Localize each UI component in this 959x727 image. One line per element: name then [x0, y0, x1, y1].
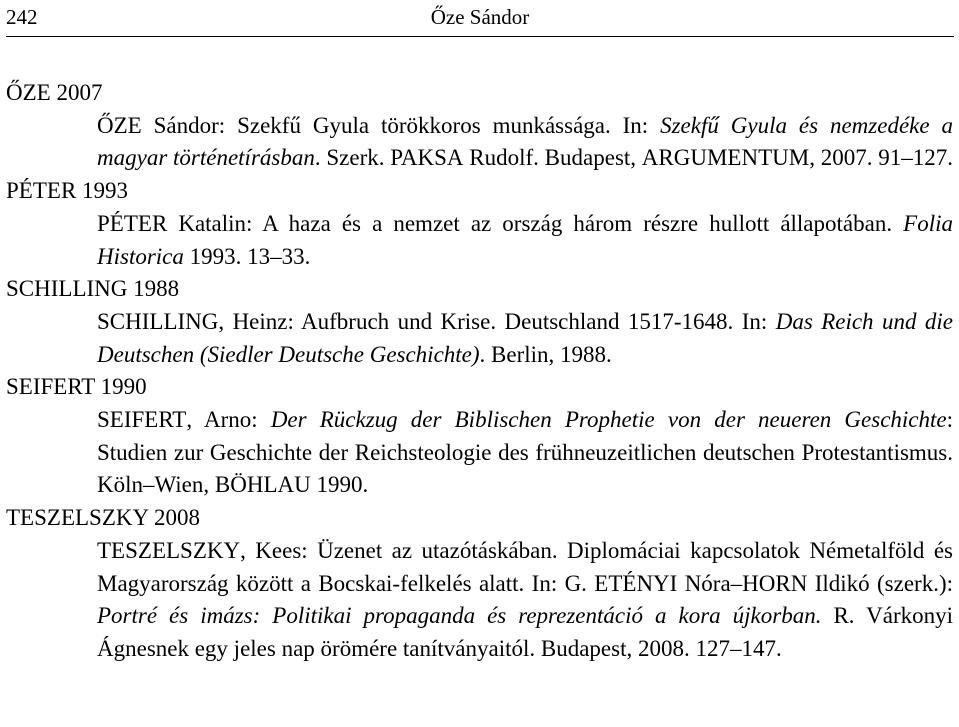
italic-title: Folia Historica — [97, 210, 953, 269]
reference-text: Nóra– — [677, 570, 743, 596]
author-name: ŐZE — [97, 112, 142, 138]
reference-text: , Heinz: Aufbruch und Krise. Deutschland 1517-1648. In: — [218, 308, 776, 334]
running-title: Őze Sándor — [430, 5, 530, 29]
reference-key: PÉTER 1993 — [6, 178, 129, 204]
reference-text: , Arno: — [186, 407, 271, 433]
reference-entry — [6, 371, 953, 502]
author-name: SEIFERT — [97, 407, 187, 433]
reference-body — [97, 110, 953, 175]
reference-text: Rudolf. Budapest, — [463, 145, 642, 171]
italic-title: Das Reich und die Deutschen (Siedler Deutsche Geschichte) — [97, 308, 954, 367]
author-name: ARGUMENTUM — [641, 145, 810, 171]
italic-title: Der Rückzug der Biblischen Prophetie von der neueren Geschichte — [270, 407, 947, 433]
reference-key: SCHILLING 1988 — [6, 276, 180, 302]
author-name: PÉTER — [97, 210, 168, 236]
reference-text: . Berlin, 1988. — [479, 341, 612, 367]
reference-entry — [6, 273, 953, 371]
reference-text: : Studien zur Geschichte der Reichsteologie des frühneuzeitlichen deutschen Protestantismus. Köln–Wien, — [97, 407, 953, 498]
reference-text: Katalin: A haza és a nemzet az ország három részre hullott állapotában. — [167, 210, 904, 236]
reference-key: TESZELSZKY 2008 — [6, 505, 200, 531]
reference-text: , 2007. 91–127. — [809, 145, 953, 171]
reference-entry — [6, 175, 953, 273]
reference-list — [6, 77, 953, 666]
reference-text: Sándor: Szekfű Gyula törökkoros munkássága. In: — [141, 112, 661, 138]
reference-key: ŐZE 2007 — [6, 80, 103, 105]
author-name: ETÉNYI — [594, 570, 678, 596]
reference-body — [97, 306, 953, 371]
italic-title: Portré és imázs: Politikai propaganda és reprezentáció a kora újkorban. — [97, 603, 822, 629]
reference-text: , Kees: Üzenet az utazótáskában. Diplomáciai kapcsolatok Németalföld és Magyarország között a Bocskai-felkelés alatt. In: G. — [97, 537, 953, 596]
reference-body — [97, 535, 953, 666]
reference-body — [97, 208, 953, 273]
reference-entry — [6, 77, 953, 175]
header-rule — [6, 36, 954, 37]
author-name: SCHILLING — [97, 308, 219, 334]
page-number: 242 — [6, 5, 38, 29]
reference-key: SEIFERT 1990 — [6, 374, 147, 400]
author-name: PAKSA — [390, 145, 464, 171]
italic-title: Szekfű Gyula és nemzedéke a magyar történetírásban — [97, 112, 953, 171]
page-header — [6, 4, 954, 34]
reference-text: 1993. 13–33. — [183, 243, 311, 269]
reference-text: 1990. — [310, 472, 369, 498]
reference-text: R. Várkonyi Ágnesnek egy jeles nap örömére tanítványaitól. Budapest, 2008. 127–147. — [97, 603, 953, 661]
reference-text: Ildikó (szerk.): — [807, 570, 953, 596]
author-name: BÖHLAU — [214, 472, 311, 498]
author-name: TESZELSZKY — [97, 537, 241, 563]
reference-text: . Szerk. — [314, 145, 391, 171]
author-name: HORN — [742, 570, 808, 596]
reference-entry — [6, 502, 953, 666]
reference-body — [97, 404, 953, 502]
